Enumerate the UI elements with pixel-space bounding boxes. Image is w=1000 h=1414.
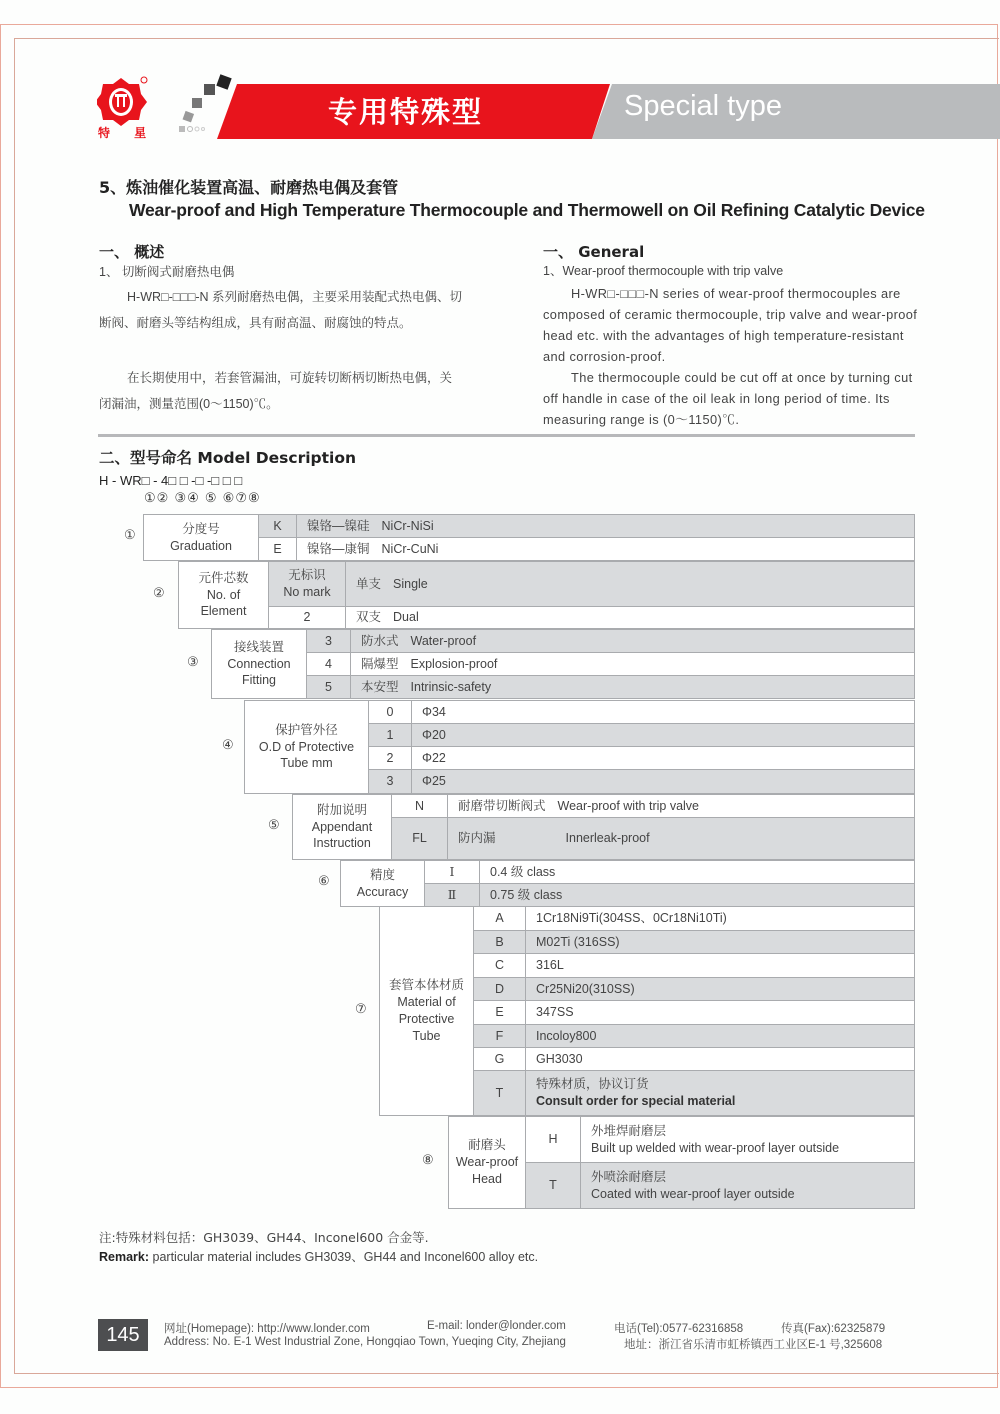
row-code-cell	[473, 1070, 526, 1116]
row-description-en: 1Cr18Ni9Ti(304SS、0Cr18Ni10Ti)	[536, 911, 727, 926]
group-label-en: No. of Element	[200, 587, 247, 619]
group-label-zh: 分度号	[182, 521, 220, 536]
row-description-cell	[447, 817, 915, 860]
row-description-cell	[345, 606, 915, 629]
row-description-en: Cr25Ni20(310SS)	[536, 981, 635, 996]
group-label-cell	[211, 629, 307, 699]
footer-address-en: Address: No. E-1 West Industrial Zone, Hongqiao Town, Yueqing City, Zhejiang	[164, 1336, 566, 1348]
group-label-en: Connection Fitting	[227, 656, 291, 688]
banner-title-en: Special type	[624, 90, 782, 122]
row-code: D	[494, 981, 505, 996]
row-description-en: 316L	[536, 958, 564, 973]
row-code-cell	[473, 953, 526, 978]
banner-title-zh: 专用特殊型	[328, 95, 484, 129]
row-description-en: Φ34	[422, 704, 446, 719]
group-label-en: Wear-proof Head	[455, 1155, 519, 1186]
overview-para1-zh-text: H-WR□-□□□-N 系列耐磨热电偶，主要采用装配式热电偶、切断阀、耐磨头等结构组成，具有耐高温、耐腐蚀的特点。	[99, 290, 463, 330]
row-code-cell	[268, 606, 346, 629]
row-description-zh: 外堆焊耐磨层	[591, 1123, 667, 1138]
row-description-cell	[350, 629, 915, 653]
group-label-cell	[448, 1116, 526, 1209]
row-description-zh: 单支	[356, 576, 382, 591]
note-en	[99, 1247, 538, 1265]
row-description-en: Built up welded with wear-proof layer outside	[591, 1140, 840, 1155]
page-number: 145	[98, 1319, 148, 1351]
row-description-cell	[411, 723, 915, 747]
group-label-zh: 附加说明	[316, 802, 367, 817]
group-label-cell	[340, 860, 425, 907]
row-description-cell	[479, 883, 915, 907]
row-description-zh: 耐磨带切断阀式	[458, 798, 546, 813]
row-description-cell	[350, 652, 915, 676]
row-code: B	[495, 934, 504, 949]
row-code-cell	[306, 652, 351, 676]
group-label-en: Graduation	[170, 538, 232, 553]
row-description-en: Water-proof	[410, 633, 477, 648]
row-code: T	[495, 1085, 504, 1100]
row-description-en: 0.4 级 class	[490, 864, 556, 879]
group-label-cell	[292, 794, 392, 860]
row-description-en: 347SS	[536, 1005, 574, 1020]
row-code: 2	[303, 610, 311, 625]
overview-para2-zh-text: 在长期使用中，若套管漏油，可旋转切断柄切断热电偶，关闭漏油，测量范围(0～1150)℃。	[99, 371, 453, 411]
row-code-cell	[306, 675, 351, 699]
row-description-en: GH3030	[536, 1051, 583, 1066]
row-description-cell	[411, 769, 915, 794]
row-code-cell	[368, 746, 412, 770]
row-description-zh: 外喷涂耐磨层	[591, 1169, 667, 1184]
row-description-en: 0.75 级 class	[490, 887, 563, 902]
row-code-cell	[368, 723, 412, 747]
row-description-en: Single	[393, 576, 428, 591]
row-code-cell	[268, 561, 346, 607]
group-label-en: Accuracy	[356, 884, 409, 899]
group-number: ⑧	[422, 1153, 434, 1168]
row-description-cell	[296, 514, 915, 538]
group-label-zh: 接线装置	[233, 639, 284, 654]
group-label-cell	[143, 514, 259, 561]
row-code: K	[273, 518, 282, 533]
row-description-cell	[411, 700, 915, 724]
row-description-zh: 防水式	[361, 633, 399, 648]
row-description-zh: 本安型	[361, 679, 399, 694]
group-number: ③	[187, 654, 199, 670]
row-description-cell	[525, 1000, 915, 1025]
row-description-cell	[350, 675, 915, 699]
row-description-cell	[525, 930, 915, 954]
row-code-cell	[473, 930, 526, 954]
row-description-cell	[345, 561, 915, 607]
row-code: F	[495, 1028, 504, 1043]
row-code: A	[495, 911, 504, 926]
group-label-cell	[244, 700, 369, 794]
row-description-en: M02Ti (316SS)	[536, 934, 620, 949]
model-code: H - WR□ - 4□ □ -□ -□ □ □	[99, 473, 243, 488]
group-label-zh: 耐磨头	[468, 1138, 506, 1153]
row-code: No mark	[283, 585, 331, 599]
row-description-en: Consult order for special material	[536, 1094, 736, 1108]
group-label-cell	[379, 906, 474, 1116]
overview-para2-en	[543, 367, 918, 430]
group-label-zh: 元件芯数	[198, 570, 249, 585]
row-description-en: Dual	[393, 610, 419, 625]
row-code: N	[414, 798, 425, 813]
row-code-cell	[424, 883, 480, 907]
row-code: 3	[386, 774, 394, 789]
row-code-cell	[424, 860, 480, 884]
overview-para1-en-text: H-WR□-□□□-N series of wear-proof thermocouples are composed of ceramic thermocouple, trip valve and wear-proof head etc. with the advantages of high temperature-resistant and corrosion-proof.	[543, 286, 918, 364]
row-code-cell	[473, 1000, 526, 1025]
overview-heading-en: 一、 General	[543, 243, 645, 261]
overview-sub-en: 1、Wear-proof thermocouple with trip valve	[543, 264, 784, 278]
row-code-cell	[525, 1162, 581, 1209]
row-code: 5	[325, 679, 332, 694]
overview-para1-en	[543, 283, 918, 367]
row-code-cell	[391, 817, 448, 860]
row-description-en: NiCr-NiSi	[381, 518, 434, 533]
row-description-zh: 防内漏	[458, 831, 496, 846]
row-code-cell	[258, 514, 297, 538]
footer-address-zh: 地址：浙江省乐清市虹桥镇西工业区E-1 号,325608	[624, 1339, 883, 1351]
section-divider	[98, 434, 915, 437]
row-code: T	[549, 1178, 557, 1193]
overview-heading-zh: 一、 概述	[99, 243, 165, 261]
group-label-en: Appendant Instruction	[311, 819, 373, 851]
group-number: ⑦	[355, 1001, 367, 1017]
model-position-numbers: ①② ③④ ⑤ ⑥⑦⑧	[144, 491, 261, 506]
row-code-cell	[258, 537, 297, 561]
row-code: E	[273, 541, 282, 556]
overview-sub-zh: 1、 切断阀式耐磨热电偶	[99, 265, 235, 279]
group-number: ⑤	[268, 817, 280, 833]
row-description-en: Φ25	[422, 774, 446, 789]
row-description-cell	[525, 1047, 915, 1071]
footer-email[interactable]: E-mail: londer@londer.com	[427, 1320, 566, 1332]
row-description-en: NiCr-CuNi	[381, 541, 439, 556]
group-label-en: Material of Protective Tube	[397, 995, 456, 1043]
row-code: Ⅰ	[449, 863, 455, 879]
row-description-cell	[525, 953, 915, 978]
row-code-cell	[368, 700, 412, 724]
row-code: Ⅱ	[447, 886, 457, 902]
row-description-en: Explosion-proof	[410, 656, 498, 671]
row-description-en: Innerleak-proof	[565, 831, 650, 846]
row-code-cell	[306, 629, 351, 653]
row-code-cell	[391, 794, 448, 818]
row-description-en: Φ22	[422, 750, 446, 765]
row-code-cell	[525, 1116, 581, 1163]
note-zh: 注:特殊材料包括：GH3039、GH44、Inconel600 合金等.	[99, 1230, 429, 1245]
row-description-en: Wear-proof with trip valve	[557, 798, 700, 813]
row-code-cell	[368, 769, 412, 794]
row-description-zh: 隔爆型	[361, 656, 399, 671]
overview-para1-zh	[99, 284, 464, 336]
note-en-label: Remark:	[99, 1250, 150, 1264]
row-code: 1	[386, 727, 394, 742]
row-code: 0	[386, 704, 394, 719]
row-description-zh: 双支	[356, 610, 382, 625]
group-label-zh: 保护管外径	[275, 722, 338, 737]
row-description-cell	[411, 746, 915, 770]
section-title-en: Wear-proof and High Temperature Thermocouple and Thermowell on Oil Refining Catalytic Device	[129, 200, 925, 220]
note-en-text: particular material includes GH3039、GH44 and Inconel600 alloy etc.	[149, 1250, 539, 1264]
row-code: FL	[412, 831, 427, 846]
row-description-cell	[580, 1116, 915, 1163]
row-description-cell	[580, 1162, 915, 1209]
row-description-en: Incoloy800	[536, 1028, 597, 1043]
row-code: 2	[386, 750, 394, 765]
overview-para2-zh	[99, 365, 464, 417]
row-code: G	[494, 1051, 505, 1066]
group-number: ⑥	[318, 874, 330, 889]
model-heading: 二、型号命名 Model Description	[99, 449, 357, 467]
row-description-cell	[525, 906, 915, 931]
group-number: ④	[222, 737, 234, 753]
row-description-en: Coated with wear-proof layer outside	[591, 1186, 795, 1201]
group-number: ②	[153, 585, 165, 601]
row-description-en: Φ20	[422, 727, 446, 742]
row-description-zh: 镍铬—镍硅	[307, 518, 370, 533]
row-code-cell	[473, 1047, 526, 1071]
row-code: E	[495, 1005, 504, 1020]
row-description-cell	[525, 1070, 915, 1116]
footer-homepage[interactable]: 网址(Homepage): http://www.londer.com	[164, 1323, 370, 1335]
footer-fax: 传真(Fax):62325879	[781, 1323, 886, 1335]
row-code: 4	[325, 656, 332, 671]
group-number: ①	[124, 528, 136, 543]
brand-name: 特 星	[98, 126, 157, 140]
group-label-zh: 精度	[369, 867, 395, 882]
group-label-cell	[178, 561, 269, 629]
row-code-cell	[473, 906, 526, 931]
row-description-zh: 镍铬—康铜	[307, 541, 370, 556]
row-code: H	[548, 1132, 558, 1147]
row-code-cell	[473, 977, 526, 1001]
row-description-cell	[525, 1024, 915, 1048]
footer-tel: 电话(Tel):0577-62316858	[614, 1323, 744, 1335]
row-code-cell	[473, 1024, 526, 1048]
row-description-zh: 特殊材质，协议订货	[536, 1077, 649, 1092]
section-title-zh: 5、炼油催化装置高温、耐磨热电偶及套管	[99, 178, 399, 197]
overview-para2-en-text: The thermocouple could be cut off at once by turning cut off handle in case of the oil leak in long period of time. Its measuring range is (0～1150)℃.	[543, 370, 913, 427]
row-description-cell	[525, 977, 915, 1001]
row-code: C	[494, 958, 505, 973]
group-label-en: O.D of Protective Tube mm	[258, 739, 355, 771]
row-code-zh: 无标识	[288, 568, 326, 583]
row-description-cell	[479, 860, 915, 884]
row-description-cell	[447, 794, 915, 818]
row-description-en: Intrinsic-safety	[410, 679, 492, 694]
row-description-cell	[296, 537, 915, 561]
group-label-zh: 套管本体材质	[388, 978, 464, 993]
row-code: 3	[325, 633, 332, 648]
